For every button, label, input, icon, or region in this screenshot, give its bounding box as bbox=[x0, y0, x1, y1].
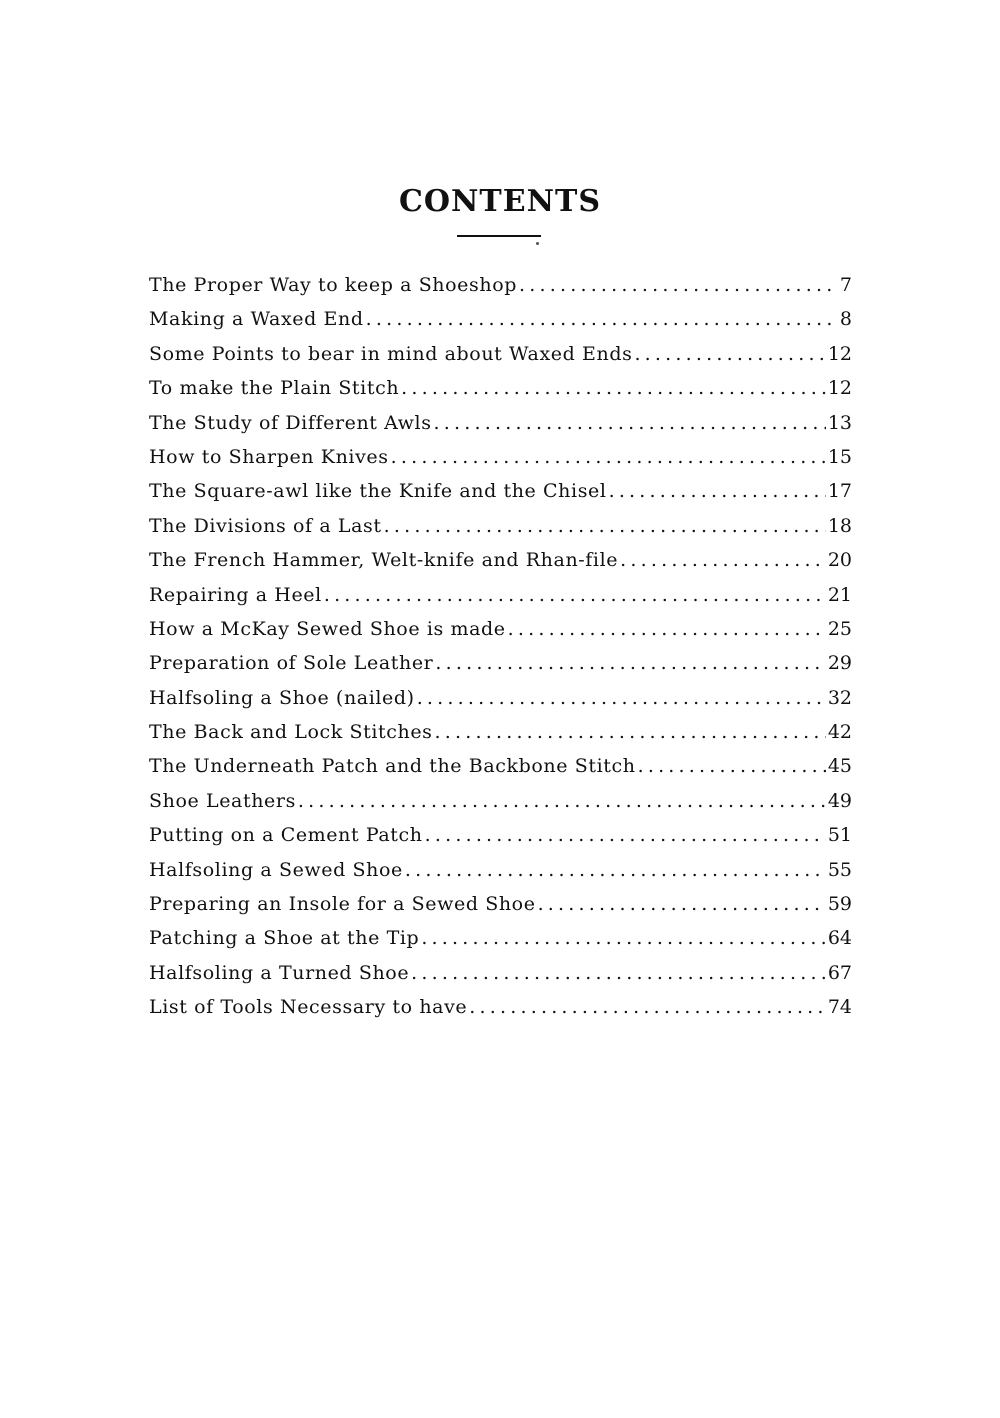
toc-entry-page: 21 bbox=[827, 583, 852, 606]
toc-entry-page: 29 bbox=[827, 652, 852, 675]
toc-entry bbox=[149, 440, 852, 474]
toc-entry-title: The Proper Way to keep a Shoeshop bbox=[149, 274, 518, 296]
toc-entry-page: 15 bbox=[827, 445, 852, 468]
toc-dot-leader bbox=[366, 302, 838, 336]
toc-dot-leader bbox=[411, 956, 826, 990]
toc-entry bbox=[149, 853, 852, 887]
toc-entry-title: The Underneath Patch and the Backbone Stitch bbox=[149, 755, 636, 778]
toc-entry-page: 49 bbox=[827, 789, 852, 812]
table-of-contents bbox=[149, 268, 852, 1025]
toc-entry-page: 18 bbox=[827, 514, 852, 537]
toc-entry bbox=[149, 268, 852, 302]
toc-dot-leader bbox=[421, 921, 826, 955]
toc-dot-leader bbox=[434, 406, 826, 440]
toc-entry-title: Making a Waxed End bbox=[149, 308, 364, 331]
toc-entry bbox=[149, 543, 852, 577]
toc-entry bbox=[149, 990, 852, 1024]
toc-dot-leader bbox=[405, 853, 826, 887]
toc-entry-page: 17 bbox=[827, 480, 852, 503]
toc-dot-leader bbox=[384, 509, 826, 543]
toc-dot-leader bbox=[324, 578, 826, 612]
toc-entry bbox=[149, 474, 852, 508]
toc-entry-title: Repairing a Heel bbox=[149, 583, 322, 606]
toc-entry-title: Patching a Shoe at the Tip bbox=[149, 927, 420, 950]
toc-entry-page: 64 bbox=[827, 927, 852, 950]
toc-dot-leader bbox=[417, 681, 826, 715]
toc-entry-title: Halfsoling a Turned Shoe bbox=[149, 961, 410, 984]
toc-entry-page: 42 bbox=[827, 721, 852, 744]
toc-entry-page: 8 bbox=[839, 308, 852, 331]
toc-entry bbox=[149, 921, 852, 955]
toc-entry bbox=[149, 646, 852, 680]
toc-entry-page: 20 bbox=[827, 549, 852, 572]
toc-dot-leader bbox=[508, 612, 826, 646]
toc-entry-title: The Divisions of a Last bbox=[149, 514, 382, 537]
toc-entry-title: The Square-awl like the Knife and the Chisel bbox=[149, 480, 607, 503]
toc-entry-page: 74 bbox=[827, 996, 852, 1019]
toc-dot-leader bbox=[469, 990, 826, 1024]
toc-dot-leader bbox=[609, 474, 826, 508]
toc-dot-leader bbox=[401, 371, 826, 405]
toc-entry bbox=[149, 578, 852, 612]
toc-dot-leader bbox=[298, 784, 826, 818]
toc-dot-leader bbox=[638, 749, 826, 783]
toc-entry-title: The Study of Different Awls bbox=[149, 411, 432, 434]
toc-entry bbox=[149, 612, 852, 646]
toc-dot-leader bbox=[435, 715, 826, 749]
toc-entry-title: Halfsoling a Sewed Shoe bbox=[149, 858, 403, 881]
toc-entry-title: Preparing an Insole for a Sewed Shoe bbox=[149, 893, 536, 916]
toc-entry-page: 45 bbox=[827, 755, 852, 778]
toc-entry-page: 51 bbox=[827, 824, 852, 847]
toc-dot-leader bbox=[620, 543, 826, 577]
toc-entry bbox=[149, 337, 852, 371]
toc-entry bbox=[149, 371, 852, 405]
toc-entry-title: Putting on a Cement Patch bbox=[149, 824, 423, 847]
toc-entry bbox=[149, 887, 852, 921]
toc-dot-leader bbox=[634, 337, 825, 371]
toc-entry-page: 13 bbox=[827, 411, 852, 434]
toc-entry bbox=[149, 784, 852, 818]
toc-entry-page: 25 bbox=[827, 617, 852, 640]
toc-entry bbox=[149, 715, 852, 749]
rule-dot bbox=[536, 242, 539, 245]
toc-dot-leader bbox=[425, 818, 826, 852]
toc-entry-title: Halfsoling a Shoe (nailed) bbox=[149, 686, 415, 709]
toc-entry-title: Shoe Leathers bbox=[149, 789, 296, 812]
toc-entry-page: 12 bbox=[827, 342, 852, 365]
toc-entry bbox=[149, 956, 852, 990]
toc-entry-page: 7 bbox=[839, 274, 852, 296]
toc-entry bbox=[149, 749, 852, 783]
toc-entry bbox=[149, 509, 852, 543]
toc-entry bbox=[149, 681, 852, 715]
toc-entry-page: 67 bbox=[827, 961, 852, 984]
toc-entry-title: How to Sharpen Knives bbox=[149, 445, 389, 468]
toc-entry bbox=[149, 818, 852, 852]
toc-entry-title: The French Hammer, Welt-knife and Rhan-file bbox=[149, 549, 619, 572]
toc-entry-title: List of Tools Necessary to have bbox=[149, 996, 468, 1019]
toc-entry-page: 32 bbox=[827, 686, 852, 709]
title-rule bbox=[457, 235, 541, 237]
toc-entry bbox=[149, 406, 852, 440]
toc-dot-leader bbox=[538, 887, 826, 921]
toc-entry-page: 59 bbox=[827, 893, 852, 916]
toc-entry-title: How a McKay Sewed Shoe is made bbox=[149, 617, 506, 640]
toc-dot-leader bbox=[519, 268, 838, 302]
toc-entry bbox=[149, 302, 852, 336]
toc-dot-leader bbox=[435, 646, 825, 680]
toc-entry-title: To make the Plain Stitch bbox=[149, 377, 400, 400]
toc-dot-leader bbox=[391, 440, 826, 474]
page-title: CONTENTS bbox=[398, 184, 602, 219]
toc-entry-title: Preparation of Sole Leather bbox=[149, 652, 434, 675]
toc-entry-page: 12 bbox=[827, 377, 852, 400]
toc-entry-page: 55 bbox=[827, 858, 852, 881]
toc-entry-title: Some Points to bear in mind about Waxed Ends bbox=[149, 342, 633, 365]
toc-entry-title: The Back and Lock Stitches bbox=[149, 721, 433, 744]
